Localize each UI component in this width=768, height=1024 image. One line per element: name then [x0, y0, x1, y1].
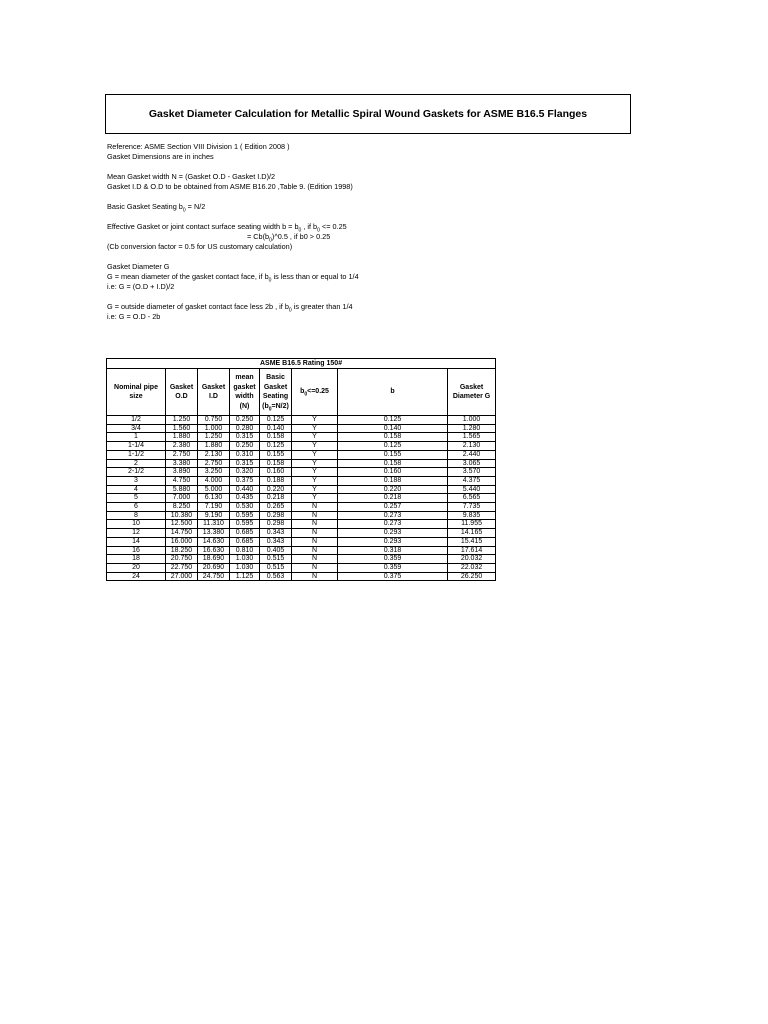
- table-cell: 2.130: [448, 442, 496, 451]
- table-cell: 1.280: [448, 424, 496, 433]
- table-cell: 0.563: [260, 572, 292, 581]
- g2-text-a: G = outside diameter of gasket contact face less 2b , if b: [107, 302, 289, 311]
- seat-sub: 0: [268, 405, 272, 412]
- table-cell: 0.188: [260, 476, 292, 485]
- eff-sub-1: 0: [298, 227, 302, 234]
- gasket-table: [106, 358, 496, 581]
- table-cell: N: [292, 511, 338, 520]
- table-cell: 0.158: [260, 433, 292, 442]
- table-cell: Y: [292, 476, 338, 485]
- table-cell: 6: [107, 503, 166, 512]
- g-mean-line: [107, 272, 627, 282]
- table-cell: 18.250: [166, 546, 198, 555]
- table-cell: 5: [107, 494, 166, 503]
- header-basic-seating: [260, 369, 292, 416]
- table-cell: 0.750: [198, 416, 230, 425]
- table-cell: 14: [107, 537, 166, 546]
- table-cell: 5.000: [198, 485, 230, 494]
- gasket-diameter-heading: Gasket Diameter G: [107, 262, 170, 271]
- table-cell: 0.359: [338, 555, 448, 564]
- cond-text-b: <=0.25: [307, 388, 329, 396]
- eff2-sub: 0: [269, 237, 272, 244]
- table-cell: 0.359: [338, 563, 448, 572]
- table-cell: 0.188: [338, 476, 448, 485]
- header-nominal-size: Nominal pipe size: [107, 369, 166, 416]
- table-row: [107, 485, 496, 494]
- table-cell: 0.218: [338, 494, 448, 503]
- table-cell: N: [292, 563, 338, 572]
- table-cell: 0.218: [260, 494, 292, 503]
- table-cell: 13.380: [198, 529, 230, 538]
- table-cell: Y: [292, 450, 338, 459]
- table-cell: 0.343: [260, 537, 292, 546]
- table-cell: 17.614: [448, 546, 496, 555]
- header-mean-width: mean gasket width (N): [230, 369, 260, 416]
- header-gasket-diameter: Gasket Diameter G: [448, 369, 496, 416]
- eff2-text-b: )^0.5 , if b0 > 0.25: [271, 232, 331, 241]
- table-cell: 3.570: [448, 468, 496, 477]
- table-cell: 0.318: [338, 546, 448, 555]
- table-cell: 4.000: [198, 476, 230, 485]
- table-cell: 0.160: [260, 468, 292, 477]
- table-row: [107, 494, 496, 503]
- table-cell: 4.750: [166, 476, 198, 485]
- table-cell: Y: [292, 459, 338, 468]
- table-row: [107, 416, 496, 425]
- effective-width-line: [107, 222, 627, 232]
- table-cell: Y: [292, 416, 338, 425]
- mean-width-line: Mean Gasket width N = (Gasket O.D - Gasket I.D)/2: [107, 172, 276, 181]
- table-cell: 27.000: [166, 572, 198, 581]
- table-cell: 22.750: [166, 563, 198, 572]
- table-cell: 9.835: [448, 511, 496, 520]
- table-cell: 0.315: [230, 459, 260, 468]
- table-cell: Y: [292, 494, 338, 503]
- table-cell: 18.690: [198, 555, 230, 564]
- table-row: [107, 529, 496, 538]
- eff-text-b: , if b: [301, 222, 318, 231]
- table-cell: 0.280: [230, 424, 260, 433]
- table-row: [107, 520, 496, 529]
- table-cell: 1.030: [230, 555, 260, 564]
- table-cell: 1.000: [198, 424, 230, 433]
- table-cell: N: [292, 537, 338, 546]
- g2-text-b: is greater than 1/4: [291, 302, 353, 311]
- table-cell: 0.298: [260, 511, 292, 520]
- table-cell: 0.160: [338, 468, 448, 477]
- reference-line: Reference: ASME Section VIII Division 1 ( Edition 2008 ): [107, 142, 290, 151]
- table-cell: 26.250: [448, 572, 496, 581]
- table-row: [107, 442, 496, 451]
- table-row: [107, 555, 496, 564]
- seating-line: [107, 202, 627, 212]
- table-cell: 20: [107, 563, 166, 572]
- table-row: [107, 503, 496, 512]
- table-cell: 0.293: [338, 529, 448, 538]
- table-row: [107, 433, 496, 442]
- table-cell: 12: [107, 529, 166, 538]
- table-cell: 8: [107, 511, 166, 520]
- table-cell: 12.500: [166, 520, 198, 529]
- source-line: Gasket I.D & O.D to be obtained from ASME B16.20 ,Table 9. (Edition 1998): [107, 182, 353, 191]
- table-cell: N: [292, 529, 338, 538]
- table-cell: 20.032: [448, 555, 496, 564]
- table-cell: 18: [107, 555, 166, 564]
- table-cell: 0.375: [230, 476, 260, 485]
- table-cell: 4: [107, 485, 166, 494]
- table-cell: 0.293: [338, 537, 448, 546]
- table-cell: 7.000: [166, 494, 198, 503]
- table-cell: 3.065: [448, 459, 496, 468]
- table-cell: 0.595: [230, 511, 260, 520]
- table-cell: 22.032: [448, 563, 496, 572]
- table-row: [107, 476, 496, 485]
- seating-text-end: = N/2: [185, 202, 206, 211]
- table-cell: Y: [292, 485, 338, 494]
- table-cell: 0.220: [338, 485, 448, 494]
- table-cell: 1.250: [198, 433, 230, 442]
- table-cell: 0.140: [338, 424, 448, 433]
- seating-text: Basic Gasket Seating b: [107, 202, 183, 211]
- table-cell: 16.630: [198, 546, 230, 555]
- document-title: Gasket Diameter Calculation for Metallic Spiral Wound Gaskets for ASME B16.5 Flanges: [148, 108, 588, 120]
- table-cell: 0.405: [260, 546, 292, 555]
- table-cell: 0.298: [260, 520, 292, 529]
- table-cell: 0.155: [338, 450, 448, 459]
- table-cell: 0.125: [260, 442, 292, 451]
- table-cell: 1.880: [198, 442, 230, 451]
- table-cell: 0.530: [230, 503, 260, 512]
- table-cell: 20.750: [166, 555, 198, 564]
- effective-width-line-2: [107, 232, 627, 242]
- table-cell: 0.257: [338, 503, 448, 512]
- table-cell: 0.158: [260, 459, 292, 468]
- table-cell: 6.565: [448, 494, 496, 503]
- table-row: [107, 563, 496, 572]
- g-outside-line: [107, 302, 627, 312]
- table-cell: 20.690: [198, 563, 230, 572]
- cb-factor-line: (Cb conversion factor = 0.5 for US customary calculation): [107, 242, 293, 251]
- eff-sub-2: 0: [317, 227, 320, 234]
- table-cell: 0.273: [338, 511, 448, 520]
- table-cell: N: [292, 572, 338, 581]
- table-cell: 14.630: [198, 537, 230, 546]
- table-cell: 0.343: [260, 529, 292, 538]
- table-cell: 5.880: [166, 485, 198, 494]
- header-condition: [292, 369, 338, 416]
- table-cell: 2.750: [166, 450, 198, 459]
- table-row: [107, 450, 496, 459]
- table-cell: 14.165: [448, 529, 496, 538]
- table-cell: 0.515: [260, 555, 292, 564]
- cond-text-a: b: [300, 388, 305, 396]
- g1-text-a: G = mean diameter of the gasket contact face, if b: [107, 272, 269, 281]
- table-row: [107, 511, 496, 520]
- table-cell: 0.685: [230, 529, 260, 538]
- table-cell: 10: [107, 520, 166, 529]
- seat-text-a: Basic Gasket Seating (b: [262, 374, 289, 410]
- table-cell: N: [292, 555, 338, 564]
- g-outside-formula: i.e: G = O.D - 2b: [107, 312, 161, 321]
- table-cell: 0.158: [338, 433, 448, 442]
- table-cell: 0.125: [338, 442, 448, 451]
- table-cell: 11.955: [448, 520, 496, 529]
- table-cell: 1: [107, 433, 166, 442]
- table-cell: 24.750: [198, 572, 230, 581]
- units-line: Gasket Dimensions are in inches: [107, 152, 214, 161]
- table-cell: 1.250: [166, 416, 198, 425]
- seat-text-b: =N/2): [271, 402, 289, 410]
- eff-text-a: Effective Gasket or joint contact surface seating width b = b: [107, 222, 299, 231]
- table-cell: 3/4: [107, 424, 166, 433]
- eff-text-c: <= 0.25: [319, 222, 347, 231]
- header-gasket-od: Gasket O.D: [166, 369, 198, 416]
- table-cell: 4.375: [448, 476, 496, 485]
- header-gasket-id: Gasket I.D: [198, 369, 230, 416]
- seating-subscript: 0: [182, 207, 186, 214]
- table-row: [107, 537, 496, 546]
- table-cell: 3.250: [198, 468, 230, 477]
- table-cell: 0.140: [260, 424, 292, 433]
- table-cell: 2: [107, 459, 166, 468]
- table-cell: 2.440: [448, 450, 496, 459]
- table-cell: 0.435: [230, 494, 260, 503]
- table-cell: Y: [292, 433, 338, 442]
- table-cell: Y: [292, 424, 338, 433]
- table-cell: 2.750: [198, 459, 230, 468]
- table-cell: 0.155: [260, 450, 292, 459]
- table-cell: 3: [107, 476, 166, 485]
- g1-text-b: is less than or equal to 1/4: [271, 272, 359, 281]
- table-cell: 9.190: [198, 511, 230, 520]
- table-cell: Y: [292, 442, 338, 451]
- table-cell: 1.000: [448, 416, 496, 425]
- table-cell: 3.890: [166, 468, 198, 477]
- cond-sub: 0: [304, 391, 308, 398]
- table-row: [107, 546, 496, 555]
- table-cell: 8.250: [166, 503, 198, 512]
- table-cell: 0.158: [338, 459, 448, 468]
- table-cell: 0.265: [260, 503, 292, 512]
- table-cell: 0.440: [230, 485, 260, 494]
- table-cell: 0.250: [230, 416, 260, 425]
- table-cell: 11.310: [198, 520, 230, 529]
- table-cell: 0.273: [338, 520, 448, 529]
- table-cell: N: [292, 503, 338, 512]
- header-b: b: [338, 369, 448, 416]
- table-cell: 0.125: [260, 416, 292, 425]
- table-cell: 0.315: [230, 433, 260, 442]
- table-cell: 2-1/2: [107, 468, 166, 477]
- notes-section: [107, 142, 627, 322]
- table-cell: 0.375: [338, 572, 448, 581]
- table-cell: 0.320: [230, 468, 260, 477]
- table-cell: 7.735: [448, 503, 496, 512]
- g2-sub: 0: [288, 307, 292, 314]
- table-cell: 2.380: [166, 442, 198, 451]
- table-cell: 0.595: [230, 520, 260, 529]
- table-cell: 3.380: [166, 459, 198, 468]
- table-cell: 0.220: [260, 485, 292, 494]
- table-cell: 10.380: [166, 511, 198, 520]
- table-cell: 0.125: [338, 416, 448, 425]
- table-cell: 1.125: [230, 572, 260, 581]
- table-cell: N: [292, 546, 338, 555]
- table-cell: 16.000: [166, 537, 198, 546]
- g1-sub: 0: [268, 277, 272, 284]
- table-cell: 0.250: [230, 442, 260, 451]
- table-cell: N: [292, 520, 338, 529]
- table-body: [107, 416, 496, 581]
- table-row: [107, 572, 496, 581]
- table-cell: 1.030: [230, 563, 260, 572]
- table-cell: 5.440: [448, 485, 496, 494]
- table-cell: 0.515: [260, 563, 292, 572]
- table-cell: 1-1/4: [107, 442, 166, 451]
- table-row: [107, 468, 496, 477]
- table-cell: 1/2: [107, 416, 166, 425]
- g-mean-formula: i.e: G = (O.D + I.D)/2: [107, 282, 175, 291]
- table-row: [107, 459, 496, 468]
- table-row: [107, 424, 496, 433]
- table-cell: 7.190: [198, 503, 230, 512]
- eff2-text-a: = Cb(b: [247, 232, 270, 241]
- table-cell: Y: [292, 468, 338, 477]
- table-cell: 14.750: [166, 529, 198, 538]
- table-cell: 1-1/2: [107, 450, 166, 459]
- table-cell: 1.565: [448, 433, 496, 442]
- table-cell: 1.880: [166, 433, 198, 442]
- table-cell: 15.415: [448, 537, 496, 546]
- table-caption: ASME B16.5 Rating 150#: [107, 359, 496, 369]
- table-cell: 16: [107, 546, 166, 555]
- table-cell: 6.130: [198, 494, 230, 503]
- table-cell: 1.560: [166, 424, 198, 433]
- table-cell: 0.685: [230, 537, 260, 546]
- table-cell: 0.810: [230, 546, 260, 555]
- table-cell: 2.130: [198, 450, 230, 459]
- table-cell: 0.310: [230, 450, 260, 459]
- title-box: [105, 94, 631, 134]
- table-cell: 24: [107, 572, 166, 581]
